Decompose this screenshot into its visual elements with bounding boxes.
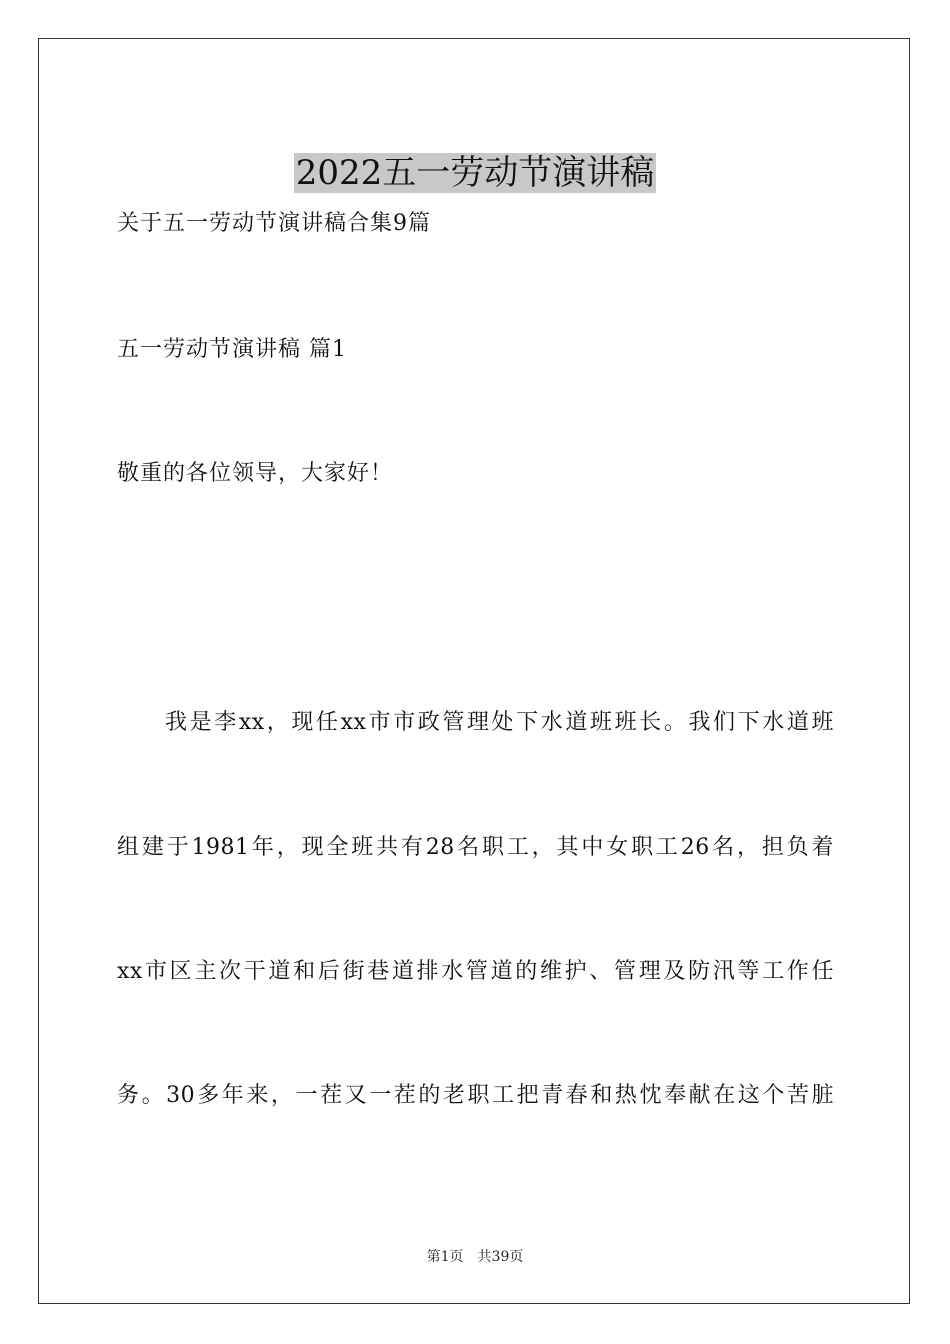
document-title: 2022五一劳动节演讲稿 (295, 152, 655, 193)
paragraph-line: 我是李xx，现任xx市市政管理处下水道班班长。我们下水道班 (165, 710, 834, 735)
document-subtitle: 关于五一劳动节演讲稿合集9篇 (117, 211, 431, 236)
paragraph-line: 务。30多年来，一茬又一茬的老职工把青春和热忱奉献在这个苦脏 (117, 1083, 834, 1108)
page-footer (0, 1248, 950, 1266)
paragraph-line: xx市区主次干道和后街巷道排水管道的维护、管理及防汛等工作任 (117, 959, 834, 984)
section-heading: 五一劳动节演讲稿 篇1 (117, 337, 347, 362)
paragraph-line: 组建于1981年，现全班共有28名职工，其中女职工26名，担负着 (117, 835, 834, 860)
page-number-total: 共39页 (477, 1249, 524, 1265)
greeting: 敬重的各位领导，大家好！ (117, 461, 394, 486)
page-number-current: 第1页 (426, 1249, 464, 1265)
